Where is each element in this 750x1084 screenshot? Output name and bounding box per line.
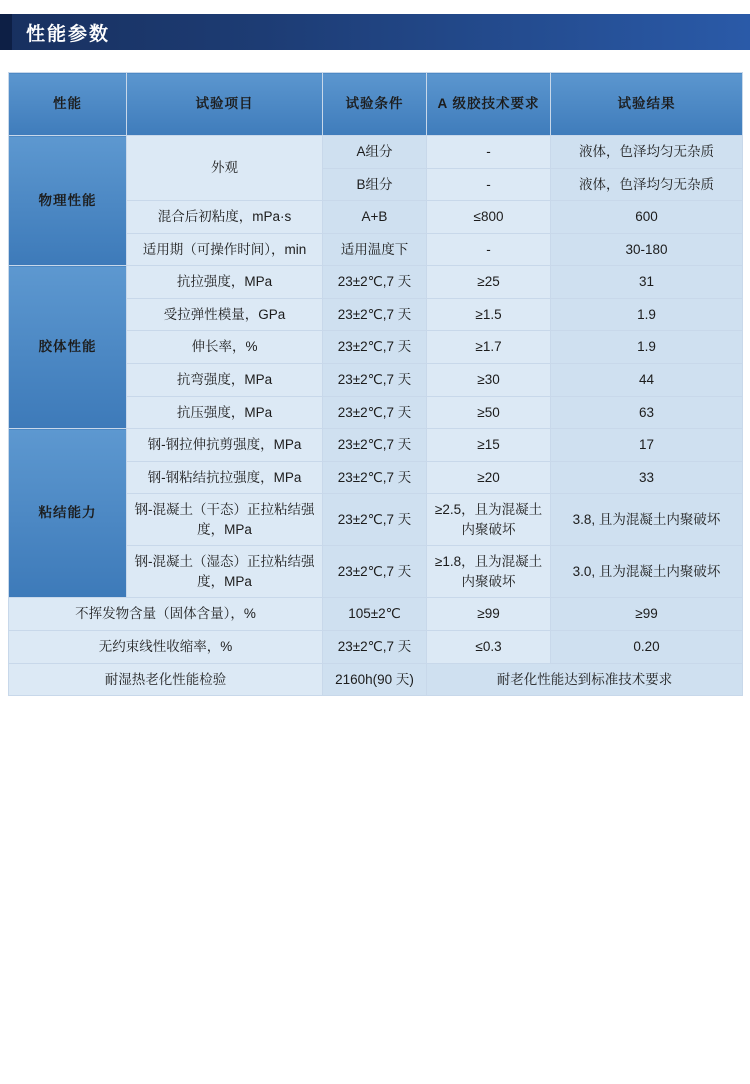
cell-item: 抗弯强度，MPa [127, 363, 323, 396]
cell-condition: A+B [323, 201, 427, 234]
table-row [9, 266, 743, 299]
cell-item: 钢-混凝土（干态）正拉粘结强度，MPa [127, 494, 323, 546]
cell-requirement: ≥50 [427, 396, 551, 429]
cell-condition: 23±2℃,7 天 [323, 396, 427, 429]
table-header-row [9, 73, 743, 136]
cell-condition: 23±2℃,7 天 [323, 631, 427, 664]
cell-item: 无约束线性收缩率，% [9, 631, 323, 664]
cell-result: 液体，色泽均匀无杂质 [551, 168, 743, 201]
cell-item: 钢-钢粘结抗拉强度，MPa [127, 461, 323, 494]
column-header-result: 试验结果 [551, 73, 743, 136]
cell-item: 耐湿热老化性能检验 [9, 663, 323, 696]
title-accent-block [0, 14, 12, 50]
cell-requirement: ≥99 [427, 598, 551, 631]
cell-result: 17 [551, 429, 743, 462]
cell-result: 液体，色泽均匀无杂质 [551, 136, 743, 169]
section-title-bar [0, 14, 750, 50]
cell-requirement: ≥25 [427, 266, 551, 299]
page-title: 性能参数 [26, 23, 111, 45]
cell-condition: 23±2℃,7 天 [323, 494, 427, 546]
cell-item: 伸长率，% [127, 331, 323, 364]
cell-item: 适用期（可操作时间），min [127, 233, 323, 266]
cell-item: 外观 [127, 136, 323, 201]
cell-result: ≥99 [551, 598, 743, 631]
cell-result: 3.8, 且为混凝土内聚破坏 [551, 494, 743, 546]
cell-requirement: ≥1.8，且为混凝土内聚破坏 [427, 546, 551, 598]
table-row [9, 598, 743, 631]
cell-condition: 23±2℃,7 天 [323, 363, 427, 396]
column-header-requirement: A 级胶技术要求 [427, 73, 551, 136]
cell-requirement: ≥1.5 [427, 298, 551, 331]
table-row [9, 429, 743, 462]
spec-table [8, 72, 743, 696]
cell-requirement: - [427, 233, 551, 266]
cell-item: 抗拉强度，MPa [127, 266, 323, 299]
cell-condition: 105±2℃ [323, 598, 427, 631]
cell-requirement: ≤800 [427, 201, 551, 234]
cell-result: 44 [551, 363, 743, 396]
cell-requirement: ≥20 [427, 461, 551, 494]
cell-requirement: - [427, 136, 551, 169]
cell-condition: 23±2℃,7 天 [323, 429, 427, 462]
cell-item: 混合后初粘度，mPa·s [127, 201, 323, 234]
cell-condition: B组分 [323, 168, 427, 201]
cell-requirement: ≤0.3 [427, 631, 551, 664]
cell-requirement: ≥15 [427, 429, 551, 462]
table-row [9, 663, 743, 696]
cell-item: 抗压强度，MPa [127, 396, 323, 429]
group-label-physical: 物理性能 [9, 136, 127, 266]
cell-condition: 适用温度下 [323, 233, 427, 266]
group-label-adhesive-body: 胶体性能 [9, 266, 127, 429]
cell-result: 3.0, 且为混凝土内聚破坏 [551, 546, 743, 598]
cell-condition: 23±2℃,7 天 [323, 546, 427, 598]
column-header-test-condition: 试验条件 [323, 73, 427, 136]
column-header-test-item: 试验项目 [127, 73, 323, 136]
cell-condition: 23±2℃,7 天 [323, 266, 427, 299]
cell-result: 0.20 [551, 631, 743, 664]
cell-item: 钢-混凝土（湿态）正拉粘结强度，MPa [127, 546, 323, 598]
cell-item: 不挥发物含量（固体含量），% [9, 598, 323, 631]
cell-result: 1.9 [551, 298, 743, 331]
cell-item: 钢-钢拉伸抗剪强度，MPa [127, 429, 323, 462]
cell-condition: 23±2℃,7 天 [323, 331, 427, 364]
cell-item: 受拉弹性模量，GPa [127, 298, 323, 331]
cell-condition: A组分 [323, 136, 427, 169]
group-label-bonding: 粘结能力 [9, 429, 127, 598]
cell-result: 600 [551, 201, 743, 234]
table-row [9, 631, 743, 664]
table-body [9, 136, 743, 696]
cell-requirement: - [427, 168, 551, 201]
cell-result: 63 [551, 396, 743, 429]
cell-result: 30-180 [551, 233, 743, 266]
cell-requirement: ≥2.5，且为混凝土内聚破坏 [427, 494, 551, 546]
column-header-property: 性能 [9, 73, 127, 136]
table-header [9, 73, 743, 136]
cell-result: 1.9 [551, 331, 743, 364]
cell-requirement: ≥30 [427, 363, 551, 396]
page-root [0, 14, 750, 1084]
cell-merged-note: 耐老化性能达到标准技术要求 [427, 663, 743, 696]
cell-condition: 2160h(90 天) [323, 663, 427, 696]
table-row [9, 136, 743, 169]
cell-condition: 23±2℃,7 天 [323, 461, 427, 494]
cell-requirement: ≥1.7 [427, 331, 551, 364]
cell-result: 33 [551, 461, 743, 494]
cell-result: 31 [551, 266, 743, 299]
spec-table-wrap [8, 72, 742, 696]
cell-condition: 23±2℃,7 天 [323, 298, 427, 331]
